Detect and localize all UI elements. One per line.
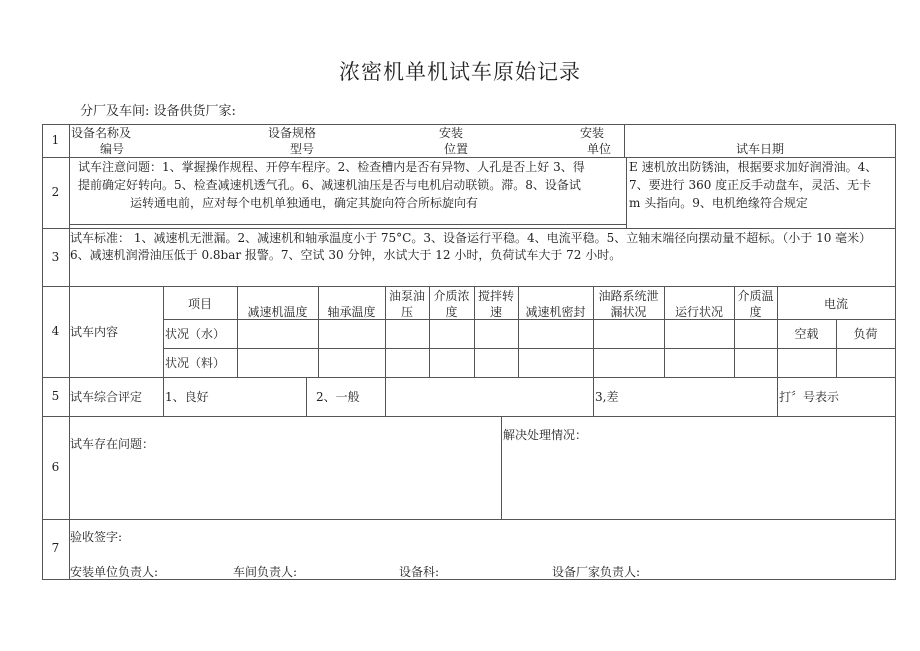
record-table [42,124,896,580]
row-number-3: 3 [51,250,60,264]
rating-mark-note: 打〞号表示 [779,390,840,404]
test-content-label: 试车内容 [70,325,119,339]
col-medium-temp-a: 介质温 [737,289,774,303]
position-label: 位置 [444,142,469,156]
precautions-right-line-2: 7、要进行 360 度正反手动盘车，灵活、无卡 [629,178,872,192]
row-number-2: 2 [51,185,60,199]
installer-signature: 安装单位负责人: [70,565,159,579]
rating-good: 1、良好 [165,390,209,404]
col-oil-pump-pressure-b: 压 [400,305,413,319]
precautions-line-3: 运转通电前，应对每个电机单独通电，确定其旋向符合所标旋向有 [130,196,479,210]
status-water-label: 状况（水） [165,327,226,341]
col-current: 电流 [823,297,848,311]
col-medium-concentration-a: 介质浓 [433,289,470,303]
precautions-right-line-1: E 速机放出防锈油，根据要求加好润滑油。4、 [629,160,878,174]
equipment-name-label: 设备名称及 [71,126,132,140]
rating-normal: 2、一般 [316,390,360,404]
row-number-1: 1 [51,133,60,147]
workshop-signature: 车间负责人: [233,565,298,579]
col-stir-speed-a: 搅拌转 [477,289,514,303]
col-stir-speed-b: 速 [489,305,502,319]
unit-label: 单位 [587,142,612,156]
test-standards-text: 试车标准： 1、减速机无泄漏。2、减速机和轴承温度小于 75°C。3、设备运行平稳。4、电流平稳。5、立轴末端径向摆动量不超标。（小于 10 毫米）6、减速机润滑油压低于 0.8bar 报警。7、空试 30 分钟，水试大于 12 小时，负荷试车大于 72 小时。 [70,231,872,262]
acceptance-signature-label: 验收签字: [70,530,123,544]
col-reducer-temp: 减速机温度 [247,305,308,319]
test-date-label: 试车日期 [736,142,785,156]
vendor-signature: 设备厂家负责人: [552,565,641,579]
col-medium-concentration-b: 度 [445,305,458,319]
col-current-empty-load: 空载 [794,327,819,341]
col-medium-temp-b: 度 [749,305,762,319]
equipment-spec-label: 设备规格 [268,126,317,140]
install-position-label: 安装 [439,126,464,140]
equipment-number-label: 编号 [100,142,125,156]
col-oil-pump-pressure-a: 油泵油 [388,289,425,303]
solution-label: 解决处理情况： [503,428,588,442]
status-material-label: 状况（料） [165,356,226,370]
overall-evaluation-label: 试车综合评定 [70,390,143,404]
row-number-7: 7 [51,541,60,555]
problems-label: 试车存在问题： [70,437,155,451]
item-header: 项目 [187,297,212,311]
install-unit-label: 安装 [580,126,605,140]
precautions-line-2: 提前确定好转向。5、检查减速机透气孔。6、减速机油压是否与电机启动联锁。滞。8、设备试 [78,178,581,192]
row-number-4: 4 [51,324,60,338]
col-current-full-load: 负荷 [853,327,878,341]
row-number-5: 5 [51,389,60,403]
row-number-6: 6 [51,460,60,474]
equipment-dept-signature: 设备科: [399,565,440,579]
page-title: 浓密机单机试车原始记录 [339,60,581,84]
rating-poor: 3,差 [595,390,619,404]
col-bearing-temp: 轴承温度 [327,305,376,319]
col-running-status: 运行状况 [674,305,723,319]
precautions-line-1: 试车注意问题：1、掌握操作规程、开停车程序。2、检查槽内是否有异物、人孔是否上好 3、得 [78,160,585,174]
col-oil-leak-b: 漏状况 [610,305,647,319]
subheading-workshop-vendor: 分厂及车间: 设备供货厂家: [80,104,236,119]
equipment-model-label: 型号 [290,142,315,156]
col-oil-leak-a: 油路系统泄 [598,289,659,303]
precautions-right-line-3: m 头指向。9、电机绝缘符合规定 [629,196,808,210]
col-reducer-seal: 减速机密封 [525,305,586,319]
